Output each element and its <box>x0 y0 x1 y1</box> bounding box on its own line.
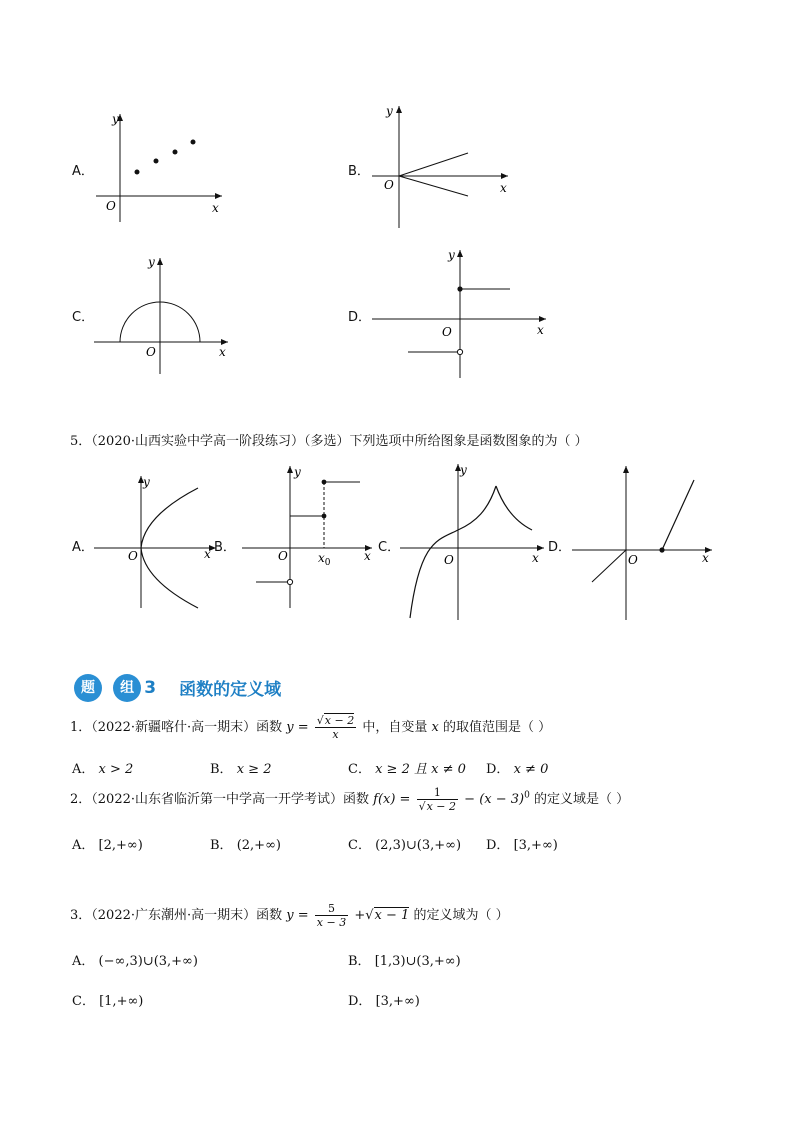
q3-plus: + <box>354 908 366 923</box>
q1-suffix-a: 中，自变量 <box>362 720 428 735</box>
data-point <box>191 140 196 145</box>
group-number: 3 <box>144 677 157 698</box>
closed-point <box>457 286 462 291</box>
x-axis-label: x <box>537 323 544 337</box>
q5-option-a-label: A． <box>72 540 94 555</box>
q2-f-of-x: f(x) = <box>373 792 411 807</box>
question-2-text <box>70 786 629 813</box>
group-header <box>74 674 281 702</box>
q2-prefix: 2．（2022·山东省临沂第一中学高一开学考试）函数 <box>70 792 369 807</box>
q1-y-eq: y = <box>286 720 309 735</box>
q3-frac-den: x − 3 <box>316 916 347 929</box>
q1-suffix-b: 的取值范围是（ ） <box>443 720 552 735</box>
q1-prefix: 1．（2022·新疆喀什·高一期末）函数 <box>70 720 283 735</box>
q2-option-a[interactable]: A． [2,+∞) <box>72 838 143 853</box>
left-branch <box>410 486 496 618</box>
y-axis-label: y <box>294 465 301 479</box>
q1-option-c[interactable]: C． x ≥ 2 且 x ≠ 0 <box>348 762 466 777</box>
q2-tail: − (x − 3) <box>464 792 525 807</box>
open-point <box>457 349 462 354</box>
graph-a <box>90 108 230 228</box>
q3-fraction <box>315 902 348 929</box>
origin-label: O <box>384 178 394 192</box>
q3-suffix: 的定义域为（ ） <box>413 908 509 923</box>
y-axis-label: y <box>148 255 155 269</box>
origin-label: O <box>278 549 288 563</box>
x-axis-label: x <box>212 201 219 215</box>
y-axis-label: y <box>143 475 150 489</box>
data-point <box>173 150 178 155</box>
option-c-label: C． <box>72 310 95 325</box>
origin-label: O <box>442 325 452 339</box>
q5-option-d-label: D． <box>548 540 572 555</box>
right-ray <box>662 480 694 550</box>
q3-option-a[interactable]: A． (−∞,3)∪(3,+∞) <box>72 954 198 969</box>
q5-graph-a <box>92 472 222 612</box>
q2-option-c[interactable]: C． (2,3)∪(3,+∞) <box>348 838 462 853</box>
group-badge-zu: 组 <box>113 674 141 702</box>
q2-option-b[interactable]: B． (2,+∞) <box>210 838 281 853</box>
q2-suffix: 的定义域是（ ） <box>533 792 630 807</box>
q5-option-c-label: C． <box>378 540 401 555</box>
left-ray <box>592 550 626 582</box>
question-1-text <box>70 714 551 741</box>
q3-y-eq: y = <box>286 908 309 923</box>
q1-frac-num: x − 2 <box>324 714 355 727</box>
x-axis-label: x <box>204 547 211 561</box>
x-axis-label: x <box>532 551 539 565</box>
x-axis-label: x <box>364 549 371 563</box>
q2-frac-den: x − 2 <box>426 800 457 813</box>
q3-root: x − 1 <box>374 908 410 923</box>
q2-exponent: 0 <box>524 790 530 801</box>
graph-c <box>92 254 232 376</box>
q5-graph-b <box>236 462 376 612</box>
q2-fraction: $\frac{1}{√x - 2}$ <box>418 786 457 813</box>
lower-ray <box>399 176 468 196</box>
y-axis-label: y <box>386 104 393 118</box>
q1-option-d[interactable]: D． x ≠ 0 <box>486 762 549 777</box>
origin-label: O <box>128 549 138 563</box>
open-point <box>287 579 292 584</box>
q1-fraction: $\frac{√x - 2}{x}$ <box>316 714 355 741</box>
q5-graph-d <box>568 462 716 622</box>
data-point <box>154 159 159 164</box>
origin-label: O <box>444 553 454 567</box>
q3-prefix: 3．（2022·广东潮州·高一期末）函数 <box>70 908 283 923</box>
group-badge-ti: 题 <box>74 674 102 702</box>
x0-label: $x_0$ <box>318 551 331 568</box>
q1-var: x <box>431 720 439 735</box>
q2-frac-num: 1 <box>417 786 458 800</box>
group-title: 函数的定义域 <box>179 680 282 700</box>
data-point <box>135 170 140 175</box>
q1-frac-den: x <box>332 728 339 741</box>
q5-option-b-label: B． <box>214 540 236 555</box>
q1-option-b[interactable]: B． x ≥ 2 <box>210 762 272 777</box>
q5-graph-c <box>398 460 548 622</box>
closed-point <box>659 547 664 552</box>
origin-label: O <box>106 199 116 213</box>
origin-label: O <box>146 345 156 359</box>
graph-d <box>370 246 550 380</box>
q2-option-d[interactable]: D． [3,+∞) <box>486 838 558 853</box>
x-axis-label: x <box>219 345 226 359</box>
q3-option-b[interactable]: B． [1,3)∪(3,+∞) <box>348 954 461 969</box>
graph-b <box>368 102 518 232</box>
q3-option-d[interactable]: D． [3,+∞) <box>348 994 420 1009</box>
q1-option-a[interactable]: A． x > 2 <box>72 762 134 777</box>
x-axis-label: x <box>500 181 507 195</box>
upper-ray <box>399 153 468 176</box>
q3-frac-num: 5 <box>315 902 348 916</box>
x-axis-label: x <box>702 551 709 565</box>
option-b-label: B． <box>348 164 370 179</box>
question-5-text: 5．（2020·山西实验中学高一阶段练习）（多选）下列选项中所给图象是函数图象的为（ ） <box>70 434 588 449</box>
question-3-text: 3．（2022·广东潮州·高一期末）函数 y = $\frac{5}{x - 3}$ +√x − 1 的定义域为（ ） <box>70 902 509 929</box>
option-a-label: A． <box>72 164 94 179</box>
y-axis-label: y <box>112 112 119 126</box>
y-axis-label: y <box>460 463 467 477</box>
origin-label: O <box>628 553 638 567</box>
q3-option-c[interactable]: C． [1,+∞) <box>72 994 144 1009</box>
option-d-label: D． <box>348 310 372 325</box>
right-branch <box>496 486 532 530</box>
y-axis-label: y <box>448 248 455 262</box>
